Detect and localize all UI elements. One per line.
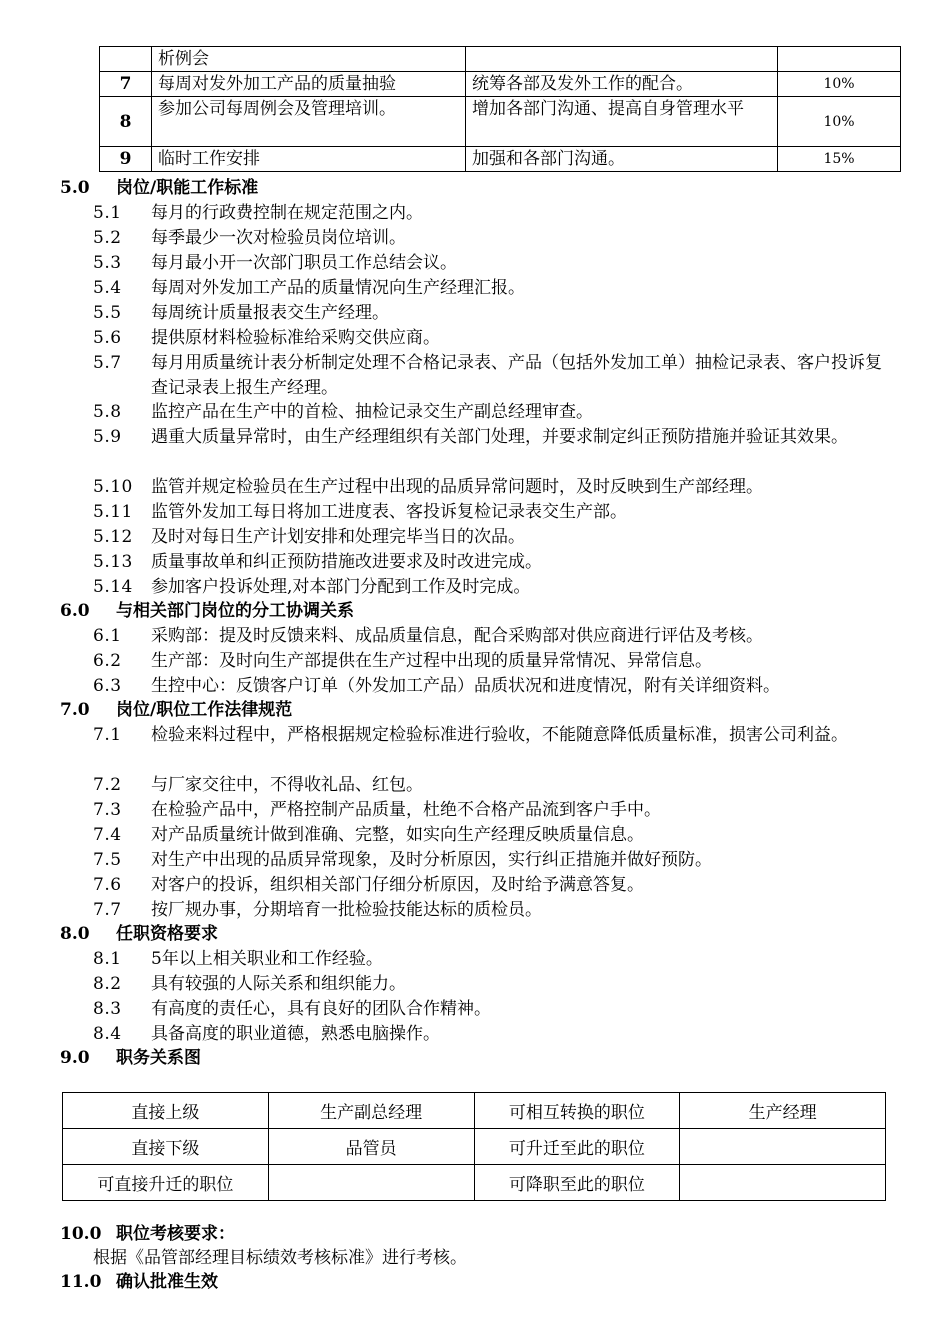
item-number: 5.11 xyxy=(93,502,133,522)
section-heading xyxy=(60,698,292,722)
item-text: 每月用质量统计表分析制定处理不合格记录表、产品（包括外发加工单）抽检记录表、客户投诉复查记录表上报生产经理。 xyxy=(151,353,882,398)
relation-table xyxy=(62,1092,886,1201)
task-cell: 析例会 xyxy=(152,47,466,72)
item-text: 5年以上相关职业和工作经验。 xyxy=(151,949,383,969)
table-cell: 生产副总经理 xyxy=(268,1093,474,1129)
item-text: 按厂规办事，分期培育一批检验技能达标的质检员。 xyxy=(151,900,542,920)
section-title: 任职资格要求 xyxy=(116,924,218,944)
item-number: 7.6 xyxy=(93,875,122,895)
item-number: 7.3 xyxy=(93,800,122,820)
table-cell: 可相互转换的职位 xyxy=(474,1093,680,1129)
item-number: 7.5 xyxy=(93,850,122,870)
section-number: 11.0 xyxy=(60,1272,102,1292)
goal-cell: 统筹各部及发外工作的配合。 xyxy=(466,72,778,97)
table-row xyxy=(100,72,901,97)
item-text: 监控产品在生产中的首检、抽检记录交生产副总经理审查。 xyxy=(151,402,593,422)
item-text: 生产部：及时向生产部提供在生产过程中出现的质量异常情况、异常信息。 xyxy=(151,651,712,671)
item-text: 每月的行政费控制在规定范围之内。 xyxy=(151,203,423,223)
weight-cell xyxy=(778,47,901,72)
section-number: 9.0 xyxy=(60,1048,90,1068)
item-text: 及时对每日生产计划安排和处理完毕当日的次品。 xyxy=(151,527,525,547)
section-title: 岗位/职能工作标准 xyxy=(116,178,259,198)
item-number: 7.2 xyxy=(93,775,122,795)
item-text: 与厂家交往中，不得收礼品、红包。 xyxy=(151,775,423,795)
item-number: 6.3 xyxy=(93,676,122,696)
table-row xyxy=(63,1165,886,1201)
item-number: 8.1 xyxy=(93,949,122,969)
task-cell: 临时工作安排 xyxy=(152,147,466,172)
row-number: 8 xyxy=(100,97,152,147)
section-number: 8.0 xyxy=(60,924,90,944)
item-number: 5.4 xyxy=(93,278,122,298)
item-text: 采购部：提及时反馈来料、成品质量信息，配合采购部对供应商进行评估及考核。 xyxy=(151,626,763,646)
section-number: 10.0 xyxy=(60,1224,102,1244)
item-number: 7.1 xyxy=(93,725,122,745)
goal-cell: 加强和各部门沟通。 xyxy=(466,147,778,172)
table-cell: 可直接升迁的职位 xyxy=(63,1165,269,1201)
item-number: 8.3 xyxy=(93,999,122,1019)
item-text: 对产品质量统计做到准确、完整，如实向生产经理反映质量信息。 xyxy=(151,825,644,845)
section-heading xyxy=(60,176,258,200)
item-number: 5.6 xyxy=(93,328,122,348)
item-text: 参加客户投诉处理,对本部门分配到工作及时完成。 xyxy=(151,577,531,597)
row-number: 9 xyxy=(100,147,152,172)
table-cell xyxy=(268,1165,474,1201)
item-number: 7.7 xyxy=(93,900,122,920)
item-text: 具有较强的人际关系和组织能力。 xyxy=(151,974,406,994)
section-heading xyxy=(60,922,218,946)
section-title: 岗位/职位工作法律规范 xyxy=(116,700,293,720)
table-cell: 可降职至此的职位 xyxy=(474,1165,680,1201)
item-text: 每周统计质量报表交生产经理。 xyxy=(151,303,389,323)
item-text: 具备高度的职业道德，熟悉电脑操作。 xyxy=(151,1024,440,1044)
section-title: 职务关系图 xyxy=(116,1048,201,1068)
item-number: 6.2 xyxy=(93,651,122,671)
section-heading xyxy=(60,1222,235,1246)
item-number: 5.1 xyxy=(93,203,122,223)
item-text: 对生产中出现的品质异常现象，及时分析原因，实行纠正措施并做好预防。 xyxy=(151,850,712,870)
section-number: 5.0 xyxy=(60,178,90,198)
duty-table xyxy=(99,46,901,172)
weight-cell: 10% xyxy=(778,97,901,147)
item-text: 提供原材料检验标准给采购交供应商。 xyxy=(151,328,440,348)
table-row xyxy=(100,97,901,147)
item-text: 在检验产品中，严格控制产品质量，杜绝不合格产品流到客户手中。 xyxy=(151,800,661,820)
table-cell: 直接下级 xyxy=(63,1129,269,1165)
section-heading xyxy=(60,1270,218,1294)
item-number: 5.7 xyxy=(93,353,122,373)
item-number: 5.9 xyxy=(93,427,122,447)
section-number: 6.0 xyxy=(60,601,90,621)
item-text: 质量事故单和纠正预防措施改进要求及时改进完成。 xyxy=(151,552,542,572)
item-text: 对客户的投诉，组织相关部门仔细分析原因，及时给予满意答复。 xyxy=(151,875,644,895)
weight-cell: 10% xyxy=(778,72,901,97)
task-cell: 参加公司每周例会及管理培训。 xyxy=(152,97,466,147)
section-title: 确认批准生效 xyxy=(116,1272,218,1292)
item-number: 5.12 xyxy=(93,527,133,547)
section-heading xyxy=(60,599,354,623)
item-number: 8.4 xyxy=(93,1024,122,1044)
item-number: 5.3 xyxy=(93,253,122,273)
item-number: 5.5 xyxy=(93,303,122,323)
item-text: 每季最少一次对检验员岗位培训。 xyxy=(151,228,406,248)
table-row xyxy=(63,1093,886,1129)
item-number: 5.14 xyxy=(93,577,133,597)
item-number: 5.10 xyxy=(93,477,133,497)
task-cell: 每周对发外加工产品的质量抽验 xyxy=(152,72,466,97)
row-number: 7 xyxy=(100,72,152,97)
item-text: 每月最小开一次部门职员工作总结会议。 xyxy=(151,253,457,273)
table-cell: 品管员 xyxy=(268,1129,474,1165)
item-text: 遇重大质量异常时，由生产经理组织有关部门处理，并要求制定纠正预防措施并验证其效果。 xyxy=(151,427,848,447)
item-text: 监管并规定检验员在生产过程中出现的品质异常问题时，及时反映到生产部经理。 xyxy=(151,477,763,497)
section-heading xyxy=(60,1046,201,1070)
item-text: 监管外发加工每日将加工进度表、客投诉复检记录表交生产部。 xyxy=(151,502,627,522)
item-number: 5.13 xyxy=(93,552,133,572)
table-row xyxy=(100,147,901,172)
table-cell: 直接上级 xyxy=(63,1093,269,1129)
item-number: 7.4 xyxy=(93,825,122,845)
table-row xyxy=(63,1129,886,1165)
row-number xyxy=(100,47,152,72)
item-number: 6.1 xyxy=(93,626,122,646)
item-number: 8.2 xyxy=(93,974,122,994)
paragraph: 根据《品管部经理目标绩效考核标准》进行考核。 xyxy=(93,1248,467,1268)
table-cell: 生产经理 xyxy=(680,1093,886,1129)
item-text: 生控中心：反馈客户订单（外发加工产品）品质状况和进度情况，附有关详细资料。 xyxy=(151,676,780,696)
table-cell: 可升迁至此的职位 xyxy=(474,1129,680,1165)
item-text: 检验来料过程中，严格根据规定检验标准进行验收，不能随意降低质量标准，损害公司利益。 xyxy=(151,725,848,745)
goal-cell: 增加各部门沟通、提高自身管理水平 xyxy=(466,97,778,147)
table-row xyxy=(100,47,901,72)
section-title: 职位考核要求： xyxy=(116,1224,235,1244)
weight-cell: 15% xyxy=(778,147,901,172)
item-number: 5.2 xyxy=(93,228,122,248)
table-cell xyxy=(680,1129,886,1165)
section-title: 与相关部门岗位的分工协调关系 xyxy=(116,601,354,621)
table-cell xyxy=(680,1165,886,1201)
item-number: 5.8 xyxy=(93,402,122,422)
section-number: 7.0 xyxy=(60,700,90,720)
item-text: 有高度的责任心，具有良好的团队合作精神。 xyxy=(151,999,491,1019)
goal-cell xyxy=(466,47,778,72)
item-text: 每周对外发加工产品的质量情况向生产经理汇报。 xyxy=(151,278,525,298)
